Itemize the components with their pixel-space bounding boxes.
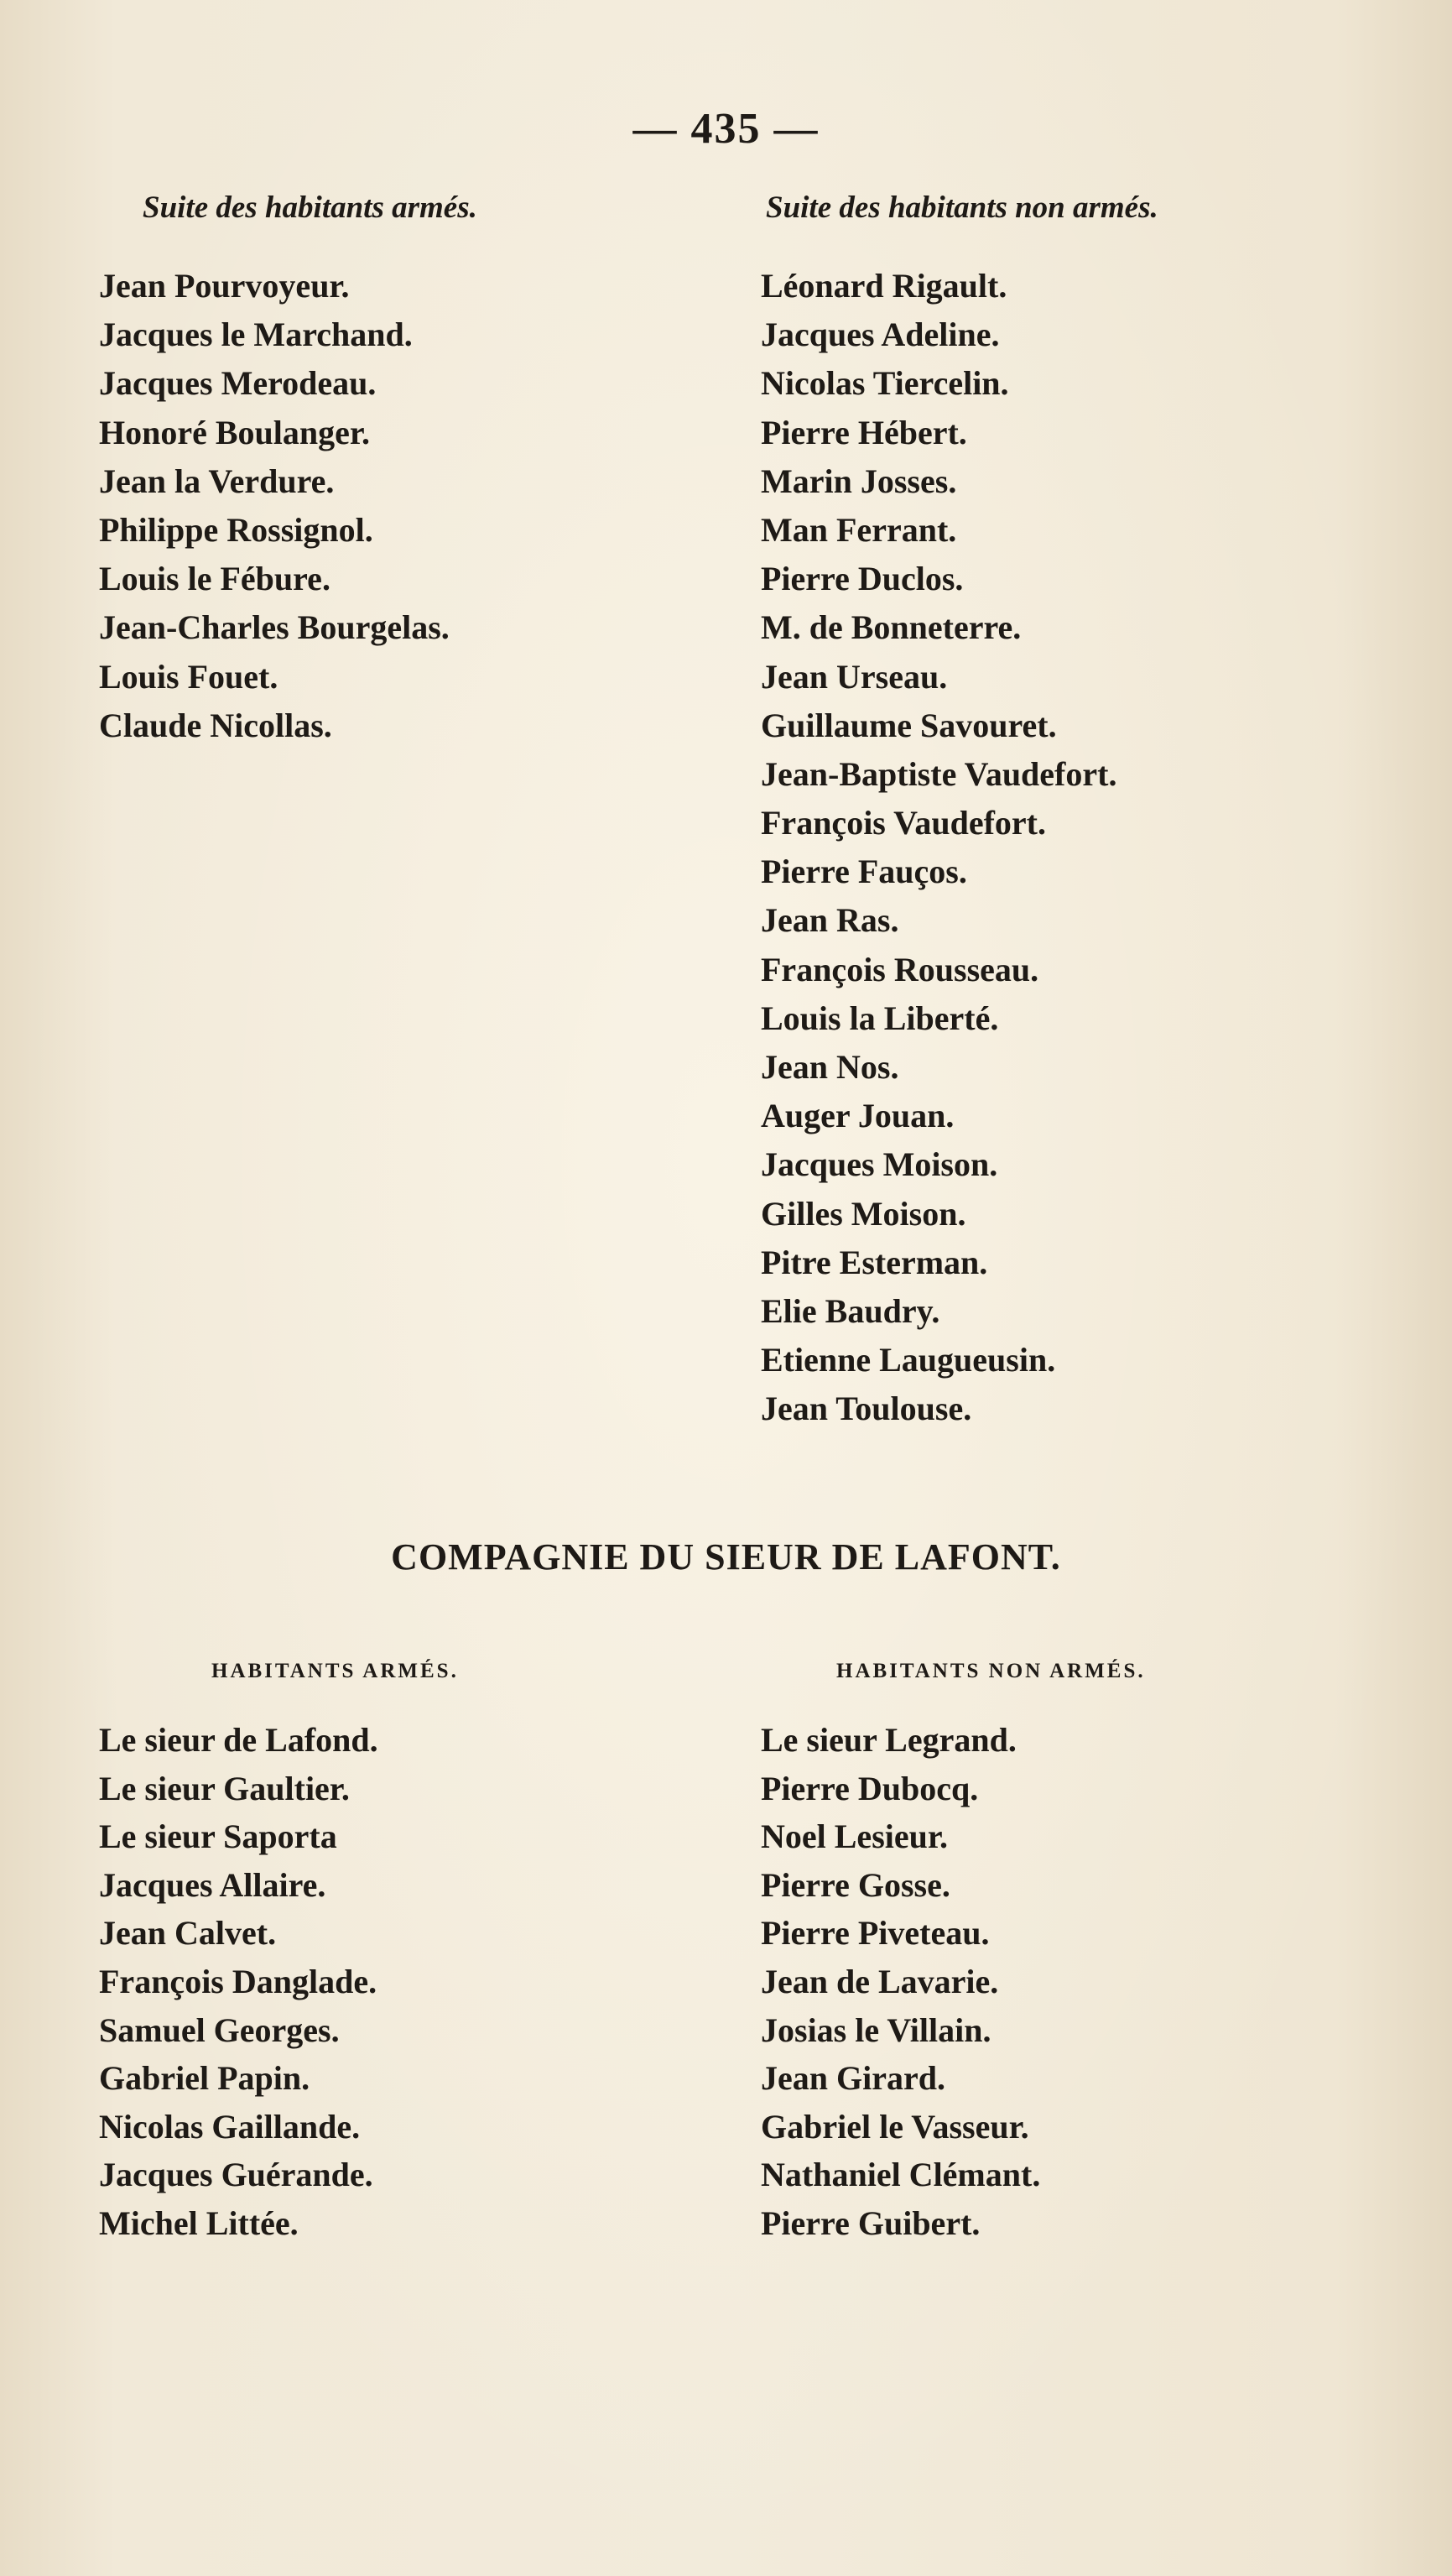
list-item: Claude Nicollas.: [99, 706, 332, 744]
list-item: Louis le Fébure.: [99, 560, 330, 598]
list-item: Léonard Rigault.: [761, 267, 1007, 305]
list-item: Man Ferrant.: [761, 510, 957, 549]
list-item: Pierre Gosse.: [761, 1865, 950, 1904]
list-item: Jean-Charles Bourgelas.: [99, 608, 450, 647]
list-item: Noel Lesieur.: [761, 1817, 948, 1856]
list-item: Jacques Allaire.: [99, 1865, 326, 1904]
list-item: Jean Urseau.: [761, 657, 948, 696]
page-number: — 435 —: [632, 105, 820, 153]
list-item: Michel Littée.: [99, 2203, 299, 2242]
list-item: Jacques Guérande.: [99, 2156, 373, 2194]
list-item: Pierre Dubocq.: [761, 1769, 979, 1807]
list-item: Marin Josses.: [761, 461, 957, 500]
list-item: Le sieur de Lafond.: [99, 1721, 378, 1759]
list-item: Samuel Georges.: [99, 2010, 340, 2049]
list-item: Jacques Moison.: [761, 1145, 998, 1184]
list-item: Gabriel le Vasseur.: [761, 2107, 1029, 2146]
heading-unarmed-continued: Suite des habitants non armés.: [766, 190, 1158, 225]
list-item: Louis la Liberté.: [761, 999, 999, 1037]
list-item: Pierre Duclos.: [761, 560, 964, 598]
list-item: Pitre Esterman.: [761, 1243, 988, 1281]
list-item: Nathaniel Clémant.: [761, 2156, 1041, 2194]
list-item: Jean Toulouse.: [761, 1390, 972, 1428]
armed-inhabitants-list-continued: [99, 262, 450, 750]
list-item: Le sieur Saporta: [99, 1817, 337, 1856]
list-item: Honoré Boulanger.: [99, 413, 370, 451]
heading-armed: HABITANTS ARMÉS.: [211, 1660, 459, 1682]
armed-inhabitants-list: [99, 1716, 378, 2248]
list-item: Jean de Lavarie.: [761, 1962, 999, 2000]
list-item: Josias le Villain.: [761, 2010, 991, 2049]
list-item: Pierre Hébert.: [761, 413, 967, 451]
heading-unarmed: HABITANTS NON ARMÉS.: [836, 1660, 1146, 1682]
list-item: Auger Jouan.: [761, 1097, 955, 1135]
list-item: Le sieur Legrand.: [761, 1721, 1017, 1759]
list-item: Jean-Baptiste Vaudefort.: [761, 754, 1117, 793]
list-item: Gilles Moison.: [761, 1194, 966, 1233]
company-title: COMPAGNIE DU SIEUR DE LAFONT.: [391, 1536, 1061, 1577]
list-item: François Danglade.: [99, 1962, 377, 2000]
list-item: Jean la Verdure.: [99, 461, 335, 500]
list-item: Pierre Guibert.: [761, 2203, 981, 2242]
list-item: Jacques le Marchand.: [99, 315, 413, 354]
list-item: François Vaudefort.: [761, 804, 1046, 842]
list-item: Jean Calvet.: [99, 1914, 277, 1953]
list-item: Jacques Adeline.: [761, 315, 1000, 354]
list-item: Nicolas Gaillande.: [99, 2107, 361, 2146]
list-item: Pierre Piveteau.: [761, 1914, 990, 1953]
list-item: Louis Fouet.: [99, 657, 278, 696]
list-item: Le sieur Gaultier.: [99, 1769, 350, 1807]
heading-armed-continued: Suite des habitants armés.: [143, 190, 477, 225]
list-item: Elie Baudry.: [761, 1291, 940, 1330]
list-item: Etienne Laugueusin.: [761, 1341, 1056, 1379]
list-item: Jacques Merodeau.: [99, 364, 377, 403]
list-item: Philippe Rossignol.: [99, 510, 373, 549]
list-item: Guillaume Savouret.: [761, 706, 1057, 744]
list-item: Pierre Fauços.: [761, 853, 967, 891]
list-item: Jean Nos.: [761, 1048, 899, 1086]
list-item: François Rousseau.: [761, 950, 1039, 988]
list-item: Jean Ras.: [761, 901, 899, 940]
list-item: Nicolas Tiercelin.: [761, 364, 1009, 403]
unarmed-inhabitants-list: [761, 1716, 1040, 2248]
list-item: M. de Bonneterre.: [761, 608, 1022, 647]
list-item: Gabriel Papin.: [99, 2059, 310, 2098]
unarmed-inhabitants-list-continued: [761, 262, 1116, 1434]
list-item: Jean Pourvoyeur.: [99, 267, 350, 305]
list-item: Jean Girard.: [761, 2059, 945, 2098]
